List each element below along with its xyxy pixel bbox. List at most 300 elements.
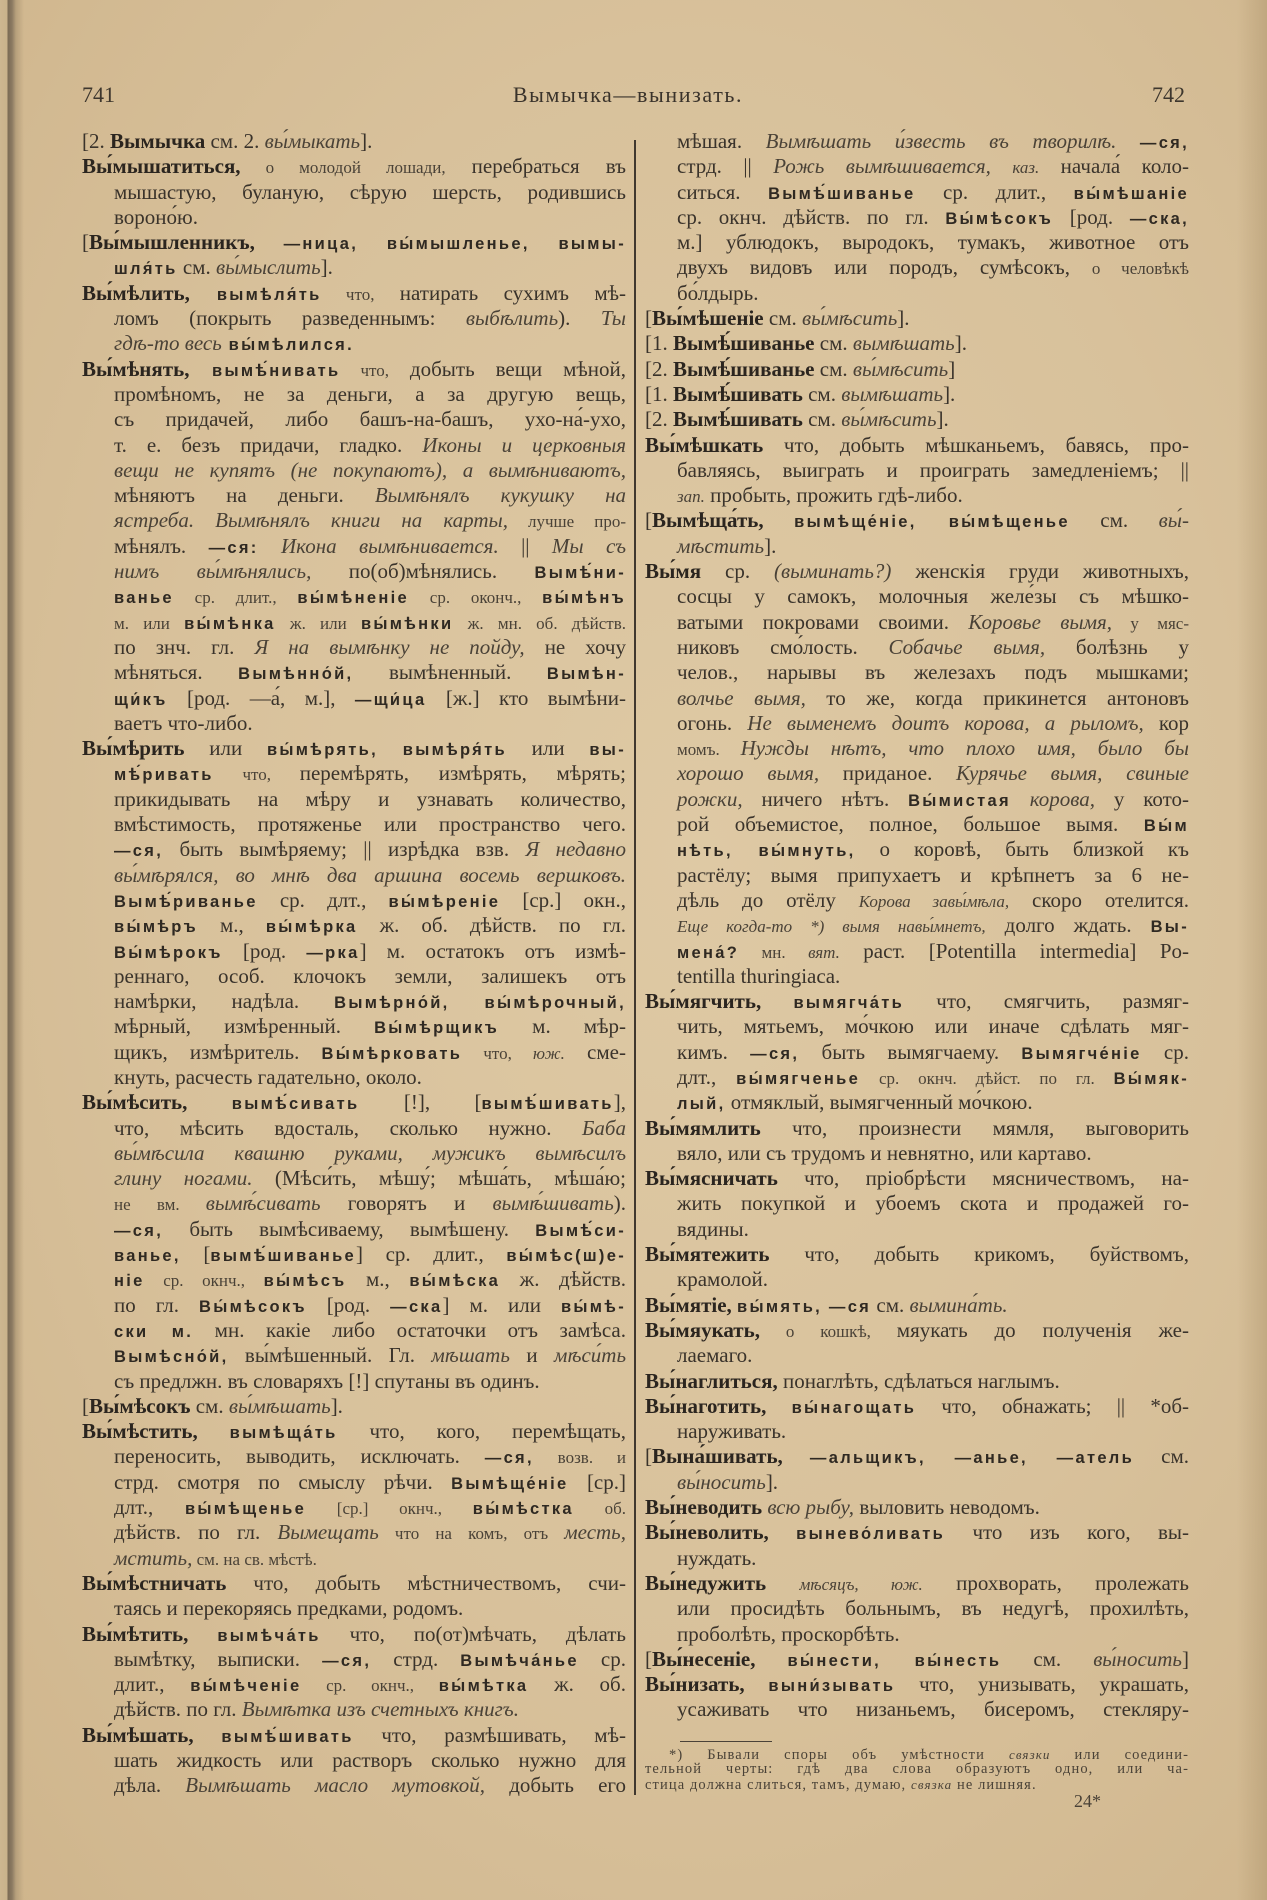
entry-line (82, 180, 626, 205)
grammar-label: что на комъ, отъ (378, 1524, 565, 1544)
definition-text: вяло, или съ трудомъ и невнятно, или картаво. (677, 1140, 1092, 1165)
definition-text: ср. длит., (915, 179, 1074, 204)
definition-text: что, добыть мѣстничествомъ, счи- (226, 1570, 626, 1595)
derived-form: вымѣ́шивать (221, 1727, 354, 1746)
entry-first-line (82, 357, 626, 382)
definition-text: ]. (897, 306, 910, 331)
definition-text: [род. (222, 938, 307, 963)
definition-text: ]. (936, 407, 949, 432)
definition-text: вороно́ю. (114, 204, 198, 229)
entry-line (82, 1293, 626, 1318)
definition-text: что, размѣшивать, мѣ- (353, 1722, 626, 1747)
definition-text: вядины. (677, 1216, 749, 1241)
entry-first-line (645, 1116, 1189, 1141)
definition-text: приданое. (819, 761, 957, 786)
definition-text: усаживать что низаньемъ, бисеромъ, стекляру- (677, 1697, 1189, 1722)
definition-text: длт., (677, 1064, 737, 1089)
definition-text: см. (871, 1292, 910, 1317)
derived-form: —ска (390, 1297, 443, 1316)
definition-text: кнуть, расчесть гадательно, около. (114, 1064, 422, 1089)
definition-text (991, 154, 1012, 178)
definition-text: [ (645, 1646, 652, 1671)
footnote (645, 1747, 1189, 1792)
example-text: Курячье вымя, свиные (956, 761, 1189, 786)
entry-line (82, 1520, 626, 1545)
derived-form: вы́мѣреніе (388, 892, 501, 911)
definition-text: пробыть, прожить гдѣ-либо. (704, 483, 963, 508)
derived-form: вы́мѣнка (184, 614, 276, 633)
derived-form: Вы́мѣсокъ (945, 209, 1054, 228)
definition-text: что изъ кого, вы- (945, 1520, 1189, 1545)
entry-line (82, 1748, 626, 1773)
derived-form: —ска, (1129, 209, 1190, 228)
definition-text: *) Бывали споры объ умѣстности (669, 1747, 1009, 1763)
derived-form: вымѣще́ніе, вы́мѣщенье (794, 513, 1070, 532)
entry-line (645, 458, 1189, 483)
running-title: Вымычка—вынизать. (512, 82, 744, 107)
derived-form: вы́мѣнки (360, 614, 454, 633)
definition-text: [ (645, 306, 652, 331)
definition-text: мѣняться. (114, 660, 239, 685)
entry-line (82, 1697, 626, 1722)
example-text: Мы съ (551, 533, 626, 558)
entry-line (82, 1116, 626, 1141)
definition-text: наруживать. (677, 1419, 787, 1444)
definition-text: быть вымягчаему. (799, 1039, 1022, 1064)
entry-line (645, 255, 1189, 280)
entry-line (82, 913, 626, 938)
definition-text: крамолой. (677, 1267, 769, 1292)
definition-text: перебраться въ (445, 154, 627, 179)
example-text: нимъ вы́мѣнялись, (114, 559, 312, 584)
derived-form: вы́мѣсъ (263, 1272, 347, 1291)
definition-text (1116, 129, 1140, 153)
definition-text: || (498, 533, 552, 558)
example-text: Вымѣнялъ кукушку на (374, 483, 626, 508)
example-text: вымѣшать (852, 331, 955, 356)
derived-form: —ся, (484, 1449, 534, 1468)
entry-line (82, 1040, 626, 1065)
grammar-label: что, (462, 1043, 534, 1063)
derived-form: ніе (114, 1272, 145, 1291)
definition-text: реннаго, особ. клочокъ земли, залишекъ отъ (114, 963, 626, 988)
grammar-label: о кошкѣ, (759, 1321, 897, 1341)
definition-text: см. (1069, 508, 1159, 533)
definition-text (187, 1090, 231, 1114)
definition-text: мѣрный, измѣренный. (114, 1014, 375, 1039)
derived-form: Вы́мѣрковать (321, 1044, 463, 1063)
derived-form: выни́зывать (768, 1677, 896, 1696)
entry-first-line (645, 1369, 1189, 1394)
derived-form: Вымѣн- (546, 665, 626, 684)
label-italic: Еще когда-то *) вымя навы́мнетъ, (677, 917, 986, 937)
headword: Вы́мѣшеніе (652, 306, 764, 331)
derived-form: Вы́мѣрщикъ (374, 1019, 500, 1038)
definition-text: ]. (320, 255, 333, 280)
example-text: мѣси́ть (554, 1343, 626, 1368)
definition-text: бо́лдырь. (677, 280, 759, 305)
headword: Вы́мятежить (645, 1242, 770, 1267)
entry-first-line (645, 1647, 1189, 1672)
definition-text: или (506, 736, 590, 761)
headword: Вына́шивать, (652, 1444, 783, 1469)
definition-text: что, по(от)мѣчать, дѣлать (320, 1621, 626, 1646)
definition-text: таясь и перекоряясь предками, родомъ. (114, 1596, 464, 1621)
definition-text: дѣйств. по гл. (114, 1520, 278, 1545)
definition-text: перемѣрять, измѣрять, мѣрять; (299, 761, 626, 786)
derived-form: Вымягче́ніе (1021, 1044, 1142, 1063)
definition-text (378, 736, 403, 760)
entry-line (645, 281, 1189, 306)
definition-text: что, добыть мѣшканьемъ, бавясь, про- (763, 432, 1189, 457)
definition-text: нуждать. (677, 1545, 757, 1570)
definition-text: стрд. || (677, 154, 774, 179)
headword: Вы́мѣсить, (82, 1090, 188, 1115)
derived-form: вымѣча́ть (217, 1626, 321, 1645)
derived-form: Вы́мѣрокъ (114, 943, 223, 962)
definition-text: начала́ коло- (1039, 154, 1190, 179)
derived-form: вы́мѣрочный, (484, 994, 626, 1013)
definition-text: см. (190, 1393, 229, 1418)
derived-form: Вымѣ́шиванье (768, 184, 916, 203)
entry-line (82, 711, 626, 736)
definition-text: см. (177, 255, 216, 280)
entry-line (645, 837, 1189, 862)
derived-form: вымѣща́ть (229, 1424, 338, 1443)
derived-form: —ся, (114, 1221, 164, 1240)
definition-text: прохворать, пролежать (922, 1570, 1189, 1595)
entry-line (82, 1217, 626, 1242)
definition-text: [ср.] (568, 1469, 626, 1494)
entry-line (645, 1419, 1189, 1444)
label-italic: юж. (533, 1043, 565, 1063)
derived-form: вымѣ́шиванье (210, 1247, 356, 1266)
entry-first-line (82, 154, 626, 179)
definition-text: стица должна слиться, тамъ, думаю, (645, 1777, 912, 1793)
derived-form: вымѣ́шивать (481, 1095, 614, 1114)
entry-line (82, 812, 626, 837)
example-text: корова, (1029, 786, 1096, 811)
definition-text: болѣзнь у (1045, 634, 1189, 659)
definition-text: м. мѣр- (499, 1014, 626, 1039)
headword: Вы́мышленникъ, (89, 230, 255, 255)
headword: Вы́мямлить (645, 1115, 761, 1140)
example-text: месть, (564, 1520, 626, 1545)
example-text: хорошо вымя, (677, 761, 820, 786)
example-text: вы́носить (677, 1469, 766, 1494)
entry-first-line (645, 1394, 1189, 1419)
derived-form: —ся: (208, 538, 259, 557)
definition-text: мяукать до полученія же- (896, 1317, 1189, 1342)
derived-form: мена́? (677, 943, 740, 962)
entry-first-line (645, 508, 1189, 533)
definition-text: говорятъ и (320, 1191, 493, 1216)
definition-text: (Мѣси́ть, мѣшу́; мѣша́ть, мѣша́ю; (252, 1166, 626, 1191)
example-text: вы́- (1158, 508, 1189, 533)
derived-form: вы́мѣченіе (190, 1677, 302, 1696)
label-italic: каз. (1012, 158, 1040, 178)
derived-form: —ся, (1139, 134, 1189, 152)
entry-line (82, 888, 626, 913)
definition-text: [род. —а́, м.], (167, 685, 355, 710)
definition-text: ] м. или (442, 1292, 561, 1317)
definition-text: мышастую, буланую, сѣрую шерсть, родившись (114, 179, 626, 204)
definition-text: выловить неводомъ. (854, 1495, 1040, 1520)
headword: Вы́недужить (645, 1570, 767, 1595)
entry-line (82, 686, 626, 711)
example-text: Вымѣшать и́звесть въ творилѣ. (765, 129, 1117, 153)
definition-text: ж. дѣйств. (500, 1267, 627, 1292)
entry-line (82, 1267, 626, 1292)
entry-line (645, 1090, 1189, 1115)
derived-form: вы́мѣрка (265, 918, 358, 937)
entry-first-line (645, 1242, 1189, 1267)
definition-text: сме- (564, 1039, 626, 1064)
grammar-label: ср. окнч., (144, 1271, 264, 1291)
derived-form: Вы́мѣсокъ (199, 1297, 307, 1316)
definition-text: ] (1182, 1646, 1189, 1671)
definition-text (188, 1622, 217, 1646)
example-text: Вымѣшать масло мутовкой, (185, 1773, 486, 1798)
definition-text: ]. (330, 1393, 343, 1418)
entry-line (82, 1495, 626, 1520)
entry-first-line (82, 281, 626, 306)
definition-text: вмѣстимость, протяженье или пространство чего. (114, 812, 626, 837)
example-text: мѣшать (431, 1343, 510, 1368)
entry-line (82, 1318, 626, 1343)
entry-line (645, 1014, 1189, 1039)
derived-form: ванье, (114, 1247, 181, 1266)
headword: Вы́мѣнять, (82, 356, 190, 381)
entry-line (645, 1697, 1189, 1722)
entry-line (645, 584, 1189, 609)
entry-first-line (82, 1419, 626, 1444)
grammar-label: момъ. (677, 740, 741, 760)
entry-line (82, 483, 626, 508)
example-text: Иконы и церковныя (422, 432, 627, 457)
definition-text: по гл. (114, 1292, 200, 1317)
page-number-right: 742 (1152, 82, 1185, 107)
definition-text (769, 1520, 796, 1544)
grammar-label: ср. окнч., (301, 1676, 439, 1696)
entry-line (82, 1369, 626, 1394)
entry-line (82, 559, 626, 584)
example-text: волчье вымя, (677, 685, 806, 710)
definition-text: прикидывать на мѣру и узнавать количество, (114, 786, 626, 811)
definition-text: добыть вещи мѣной, (388, 356, 626, 381)
definition-text: двухъ видовъ или породъ, сумѣсокъ, (677, 255, 1092, 280)
definition-text: ] (948, 356, 956, 381)
definition-text: дѣла. (114, 1773, 186, 1798)
definition-text: что, унизывать, украшать, (895, 1672, 1189, 1697)
entry-first-line (82, 1571, 626, 1596)
definition-text: раст. [Potentilla intermedia] Po- (839, 938, 1190, 963)
grammar-label: ср. длит., (173, 588, 298, 608)
derived-form: вы́мѣлился. (221, 336, 354, 355)
entry-line (645, 913, 1189, 938)
headword: Вы́наготить, (645, 1393, 767, 1418)
definition-text: быть вымѣсиваему, вымѣшену. (163, 1216, 536, 1241)
example-text: (выминать?) (774, 559, 892, 584)
entry-first-line (645, 357, 1189, 382)
derived-form: ванье (114, 589, 174, 608)
example-text: выбѣлить (465, 306, 559, 331)
definition-text: см. (814, 356, 853, 381)
entry-line (82, 1470, 626, 1495)
grammar-label: о молодой лошади, (240, 158, 446, 178)
definition-text: ср. окнч. дѣйств. по гл. (677, 204, 946, 229)
entry-line (82, 1343, 626, 1368)
derived-form: нѣть, вы́мнуть, (677, 842, 856, 861)
entry-line (82, 1014, 626, 1039)
headword: Вы́мя (645, 559, 702, 584)
entry-line (645, 812, 1189, 837)
entry-line (645, 1343, 1189, 1368)
definition-text: ничего нѣтъ. (742, 786, 909, 811)
derived-form: вы́мѣнъ (542, 589, 626, 608)
derived-form: вы́мѣ- (560, 1297, 626, 1316)
example-text: вымѣ́шивать (492, 1191, 614, 1216)
headword: Вы́наглиться, (645, 1368, 778, 1393)
example-text: вымѣшать (841, 381, 944, 406)
grammar-label: ср. окнч. дѣйст. по гл. (860, 1068, 1114, 1088)
entry-first-line (645, 382, 1189, 407)
entry-first-line (82, 1622, 626, 1647)
definition-text: дѣйств. по гл. (114, 1697, 242, 1722)
entry-line (645, 660, 1189, 685)
headword: Вы́мѣрить (82, 736, 185, 761)
definition-text: стрд. (371, 1646, 461, 1671)
derived-form: вы́мять, —ся (737, 1297, 872, 1316)
entry-line (82, 382, 626, 407)
headword: Вы́мятіе, (645, 1292, 732, 1317)
entry-line (82, 433, 626, 458)
definition-text: мѣшая. (677, 129, 766, 153)
definition-text: м.] ублюдокъ, выродокъ, тумакъ, животное отъ (677, 230, 1189, 255)
entry-line (645, 205, 1189, 230)
binding-shadow (0, 0, 24, 1900)
definition-text: ] ср. длит., (356, 1242, 507, 1267)
headword: Вы́мягчить, (645, 989, 762, 1014)
example-text: мѣстить (677, 533, 765, 558)
entry-first-line (645, 989, 1189, 1014)
definition-text: быть вымѣряему; || изрѣдка взв. (163, 837, 526, 862)
entry-line (645, 180, 1189, 205)
definition-text: что, мѣсить вдосталь, сколько нужно. (114, 1115, 583, 1140)
entry-line (82, 306, 626, 331)
definition-text: ватыми покровами своими. (677, 609, 969, 634)
definition-text: [ср.] окн., (500, 887, 626, 912)
definition-text: кимъ. (677, 1039, 751, 1064)
headword: Вы́низать, (645, 1672, 745, 1697)
definition-text: то же, когда прикинется антоновъ (805, 685, 1189, 710)
definition-text: ]. (943, 381, 956, 406)
definition-text: см. (1001, 1646, 1094, 1671)
definition-text: никовъ смо́лость. (677, 634, 889, 659)
grammar-label: что, (213, 765, 300, 785)
definition-text: что, кого, перемѣщать, (337, 1419, 627, 1444)
derived-form: Вымѣ́ни- (534, 564, 626, 583)
headword: Вымѣ́шивать (673, 407, 803, 432)
grammar-label: м. или (114, 613, 185, 633)
example-text: Рожь вымѣшивается, (773, 154, 991, 179)
derived-form: мѣ́ривать (114, 766, 214, 785)
entry-line (82, 761, 626, 786)
page-number-left: 741 (82, 82, 115, 107)
grammar-label: см. на св. мѣстѣ. (192, 1549, 317, 1569)
headword: Вымѣща́ть, (652, 508, 764, 533)
entry-first-line (645, 559, 1189, 584)
definition-text: стрд. смотря по смыслу рѣчи. (114, 1469, 452, 1494)
definition-text: длит., (114, 1672, 191, 1697)
definition-text: ]. (765, 1469, 779, 1494)
definition-text: tentilla thuringiaca. (677, 963, 841, 988)
derived-form: —альщикъ, —анье, —атель (809, 1449, 1135, 1468)
definition-text: см. (1134, 1444, 1189, 1469)
derived-form: Вымѣрно́й, (334, 994, 450, 1013)
headword: Вы́мѣсокъ (89, 1393, 191, 1418)
definition-text: ] м. остатокъ отъ измѣ- (359, 938, 626, 963)
definition-text: отмяклый, вымягченный мо́чкою. (725, 1090, 1033, 1115)
entry-first-line (82, 230, 626, 255)
definition-text (761, 989, 793, 1013)
entry-first-line (82, 736, 626, 761)
example-text: Вымѣтка изъ счетныхъ книгъ. (241, 1697, 519, 1722)
entry-line (645, 1191, 1189, 1216)
grammar-label: что, (340, 360, 389, 380)
entry-line (82, 837, 626, 862)
example-text: связки (1008, 1747, 1051, 1762)
example-text: вы́мѣсить (852, 356, 949, 381)
grammar-label: мн. (739, 942, 809, 962)
entry-line (82, 1065, 626, 1090)
example-text: вы́мыслить (215, 255, 321, 280)
definition-text: м., (197, 913, 266, 938)
derived-form: Вымѣнно́й, (238, 665, 354, 684)
derived-form: вы́мѣрять, (266, 741, 378, 760)
entry-line (82, 989, 626, 1014)
entry-line (645, 939, 1189, 964)
entry-line (82, 1672, 626, 1697)
example-text: Собачье вымя, (888, 634, 1046, 659)
entry-line (645, 483, 1189, 508)
example-text: гдѣ-то весь (114, 331, 222, 356)
definition-text: огонь. (677, 710, 748, 735)
definition-text: намѣрки, надѣла. (114, 989, 335, 1014)
headword: Вы́мясничать (645, 1166, 778, 1191)
derived-form: —ся, (750, 1044, 800, 1063)
definition-text: длт., (114, 1495, 185, 1520)
derived-form: вы́нагощать (791, 1398, 917, 1417)
derived-form: Вы́мяк- (1113, 1069, 1189, 1088)
grammar-label: не вм. (114, 1195, 206, 1215)
definition-text: чить, мятьемъ, мо́чкою или иначе сдѣлать мяг- (677, 1014, 1189, 1039)
definition-text (259, 534, 281, 558)
entry-first-line (645, 1495, 1189, 1520)
definition-text: или (184, 736, 267, 761)
example-text: Я на вымѣнку не пойду, (254, 634, 525, 659)
derived-form: Вымѣ́риванье (114, 892, 258, 911)
derived-form: Вы́м (1143, 817, 1189, 836)
definition-text: о коровѣ, быть близкой къ (855, 837, 1189, 862)
entry-line (645, 1777, 1189, 1792)
grammar-label: возв. и (533, 1448, 626, 1468)
definition-text: [род. (1053, 204, 1130, 229)
derived-form: Вымѣ́си- (535, 1221, 626, 1240)
entry-line (645, 129, 1189, 154)
derived-form: вы- (589, 741, 626, 760)
definition-text: бавляясь, выиграть и проиграть замедленіемъ; || (677, 457, 1189, 482)
